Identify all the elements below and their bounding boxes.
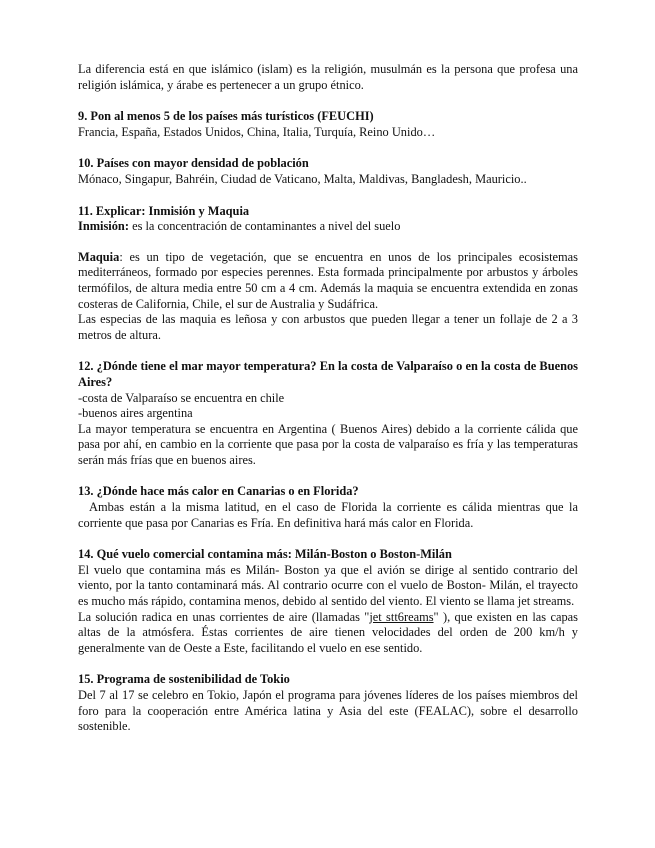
inmision-label: Inmisión: — [78, 219, 129, 234]
section-14 — [78, 547, 578, 656]
section-10-title: 10. Países con mayor densidad de población — [78, 156, 309, 171]
maquia-text: : es un tipo de vegetación, que se encuentra en unos de los principales ecosistemas mediterráneos, formado por especies perennes. Esta formada principalmente por arbustos y árboles termófilos, de altura media entre 50 cm a 4 cm. Además la maquia se encuentra extendida en zonas costeras de California, Chile, el sur de Australia y Sudáfrica. — [78, 249, 578, 311]
section-14-body: El vuelo que contamina más es Milán- Boston ya que el avión se dirige al sentido contrario del viento, por la tanto contaminará más. Al contrario ocurre con el vuelo de Boston- Milán, el trayecto es mucho más rápido, contamina menos, debido al sentido del viento. El viento se llama jet streams. — [78, 562, 578, 609]
section-12-title: 12. ¿Dónde tiene el mar mayor temperatura? En la costa de Valparaíso o en la costa de Buenos Aires? — [78, 359, 578, 389]
maquia-label: Maquia — [78, 249, 120, 264]
section-11 — [78, 204, 578, 344]
section-13 — [78, 484, 582, 531]
section-13-title: 13. ¿Dónde hace más calor en Canarias o en Florida? — [78, 484, 359, 499]
section-12-body: La mayor temperatura se encuentra en Argentina ( Buenos Aires) debido a la corriente cálida que pasa por ahí, en cambio en la corriente que pasa por la costa de valparaíso es fría y las temperaturas serán más frías que en buenos aires. — [78, 421, 578, 467]
section-9-body: Francia, España, Estados Unidos, China, Italia, Turquía, Reino Unido… — [78, 124, 436, 139]
section-9-title: 9. Pon al menos 5 de los países más turísticos (FEUCHI) — [78, 109, 374, 124]
section-12 — [78, 359, 578, 468]
maquia-extra: Las especias de las maquia es leñosa y con arbustos que pueden llegar a tener un follaje de 2 a 3 metros de altura. — [78, 312, 578, 342]
section-15-title: 15. Programa de sostenibilidad de Tokio — [78, 672, 290, 687]
jet-streams-link[interactable]: jet stt6reams — [369, 609, 434, 624]
intro-paragraph: La diferencia está en que islámico (islam) es la religión, musulmán es la persona que profesa una religión islámica, y árabe es pertenecer a un grupo étnico. — [78, 62, 578, 92]
section-13-body: Ambas están a la misma latitud, en el caso de Florida la corriente es cálida mientras que la corriente que pasa por Canarias es Fría. En definitiva hará más calor en Florida. — [78, 500, 582, 530]
solution-text-before: La solución radica en unas corrientes de aire (llamadas " — [78, 609, 370, 624]
maquia-definition — [78, 250, 578, 312]
inmision-text: es la concentración de contaminantes a nivel del suelo — [128, 219, 401, 234]
section-14-title: 14. Qué vuelo comercial contamina más: Milán-Boston o Boston-Milán — [78, 547, 452, 562]
solution-text-after: " ), que existen en las capas altas de la atmósfera. Éstas corrientes de aire tienen velocidades del orden de 200 km/h y generalmente van de Oeste a Este, facilitando el vuelo en ese sentido. — [78, 609, 578, 655]
section-12-line-2: -buenos aires argentina — [78, 406, 193, 421]
section-11-title: 11. Explicar: Inmisión y Maquia — [78, 203, 250, 218]
inmision-definition — [78, 219, 578, 235]
section-14-solution — [78, 610, 578, 657]
section-15 — [78, 672, 578, 734]
section-9 — [78, 109, 578, 140]
document-page — [78, 62, 582, 735]
section-15-body: Del 7 al 17 se celebro en Tokio, Japón el programa para jóvenes líderes de los países miembros del foro para la cooperación entre América latina y Asia del este (FEALAC), sobre el desarrollo sostenible. — [78, 688, 578, 734]
section-10 — [78, 156, 578, 187]
section-12-line-1: -costa de Valparaíso se encuentra en chile — [78, 390, 285, 405]
section-10-body: Mónaco, Singapur, Bahréin, Ciudad de Vaticano, Malta, Maldivas, Bangladesh, Mauricio.. — [78, 171, 527, 186]
